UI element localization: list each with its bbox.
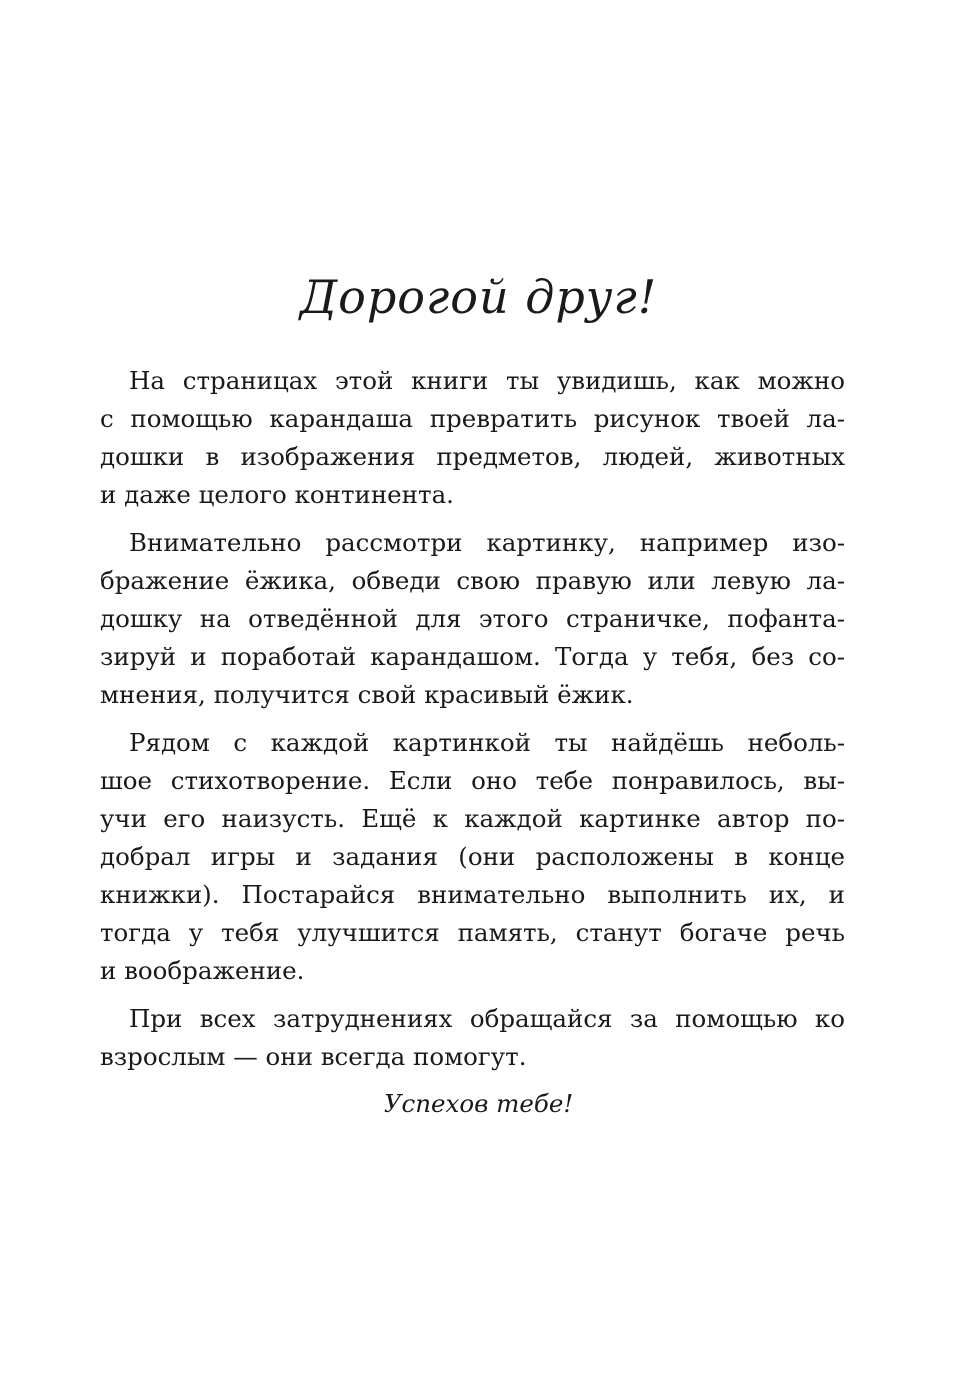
text-line: тогда у тебя улучшится память, станут богаче речь	[100, 918, 845, 947]
text-line: Внимательно рассмотри картинку, например изо-	[129, 528, 845, 557]
text-line: мнения, получится свой красивый ёжик.	[100, 680, 634, 709]
text-line: бражение ёжика, обведи свою правую или левую ла-	[100, 566, 845, 595]
text-line: дошки в изображения предметов, людей, животных	[100, 442, 845, 471]
text-line: дошку на отведённой для этого страничке, пофанта-	[100, 604, 845, 633]
paragraph-3	[100, 724, 845, 990]
text-line: учи его наизусть. Ещё к каждой картинке автор по-	[100, 804, 845, 833]
text-line: и воображение.	[100, 956, 305, 985]
page-title: Дорогой друг!	[299, 270, 658, 324]
paragraph-1	[100, 362, 845, 514]
signoff: Успехов тебе!	[383, 1089, 574, 1118]
text-line: взрослым — они всегда помогут.	[100, 1042, 527, 1071]
body-text	[100, 362, 845, 1086]
text-line: шое стихотворение. Если оно тебе понравилось, вы-	[100, 766, 845, 795]
text-line: зируй и поработай карандашом. Тогда у тебя, без со-	[100, 642, 845, 671]
text-line: книжки). Постарайся внимательно выполнить их, и	[100, 880, 845, 909]
text-line: При всех затруднениях обращайся за помощью ко	[129, 1004, 845, 1033]
text-line: с помощью карандаша превратить рисунок твоей ла-	[100, 404, 845, 433]
paragraph-2	[100, 524, 845, 714]
paragraph-4	[100, 1000, 845, 1076]
text-line: На страницах этой книги ты увидишь, как можно	[129, 366, 845, 395]
text-line: добрал игры и задания (они расположены в конце	[100, 842, 845, 871]
text-line: и даже целого континента.	[100, 480, 454, 509]
text-line: Рядом с каждой картинкой ты найдёшь неболь-	[129, 728, 845, 757]
